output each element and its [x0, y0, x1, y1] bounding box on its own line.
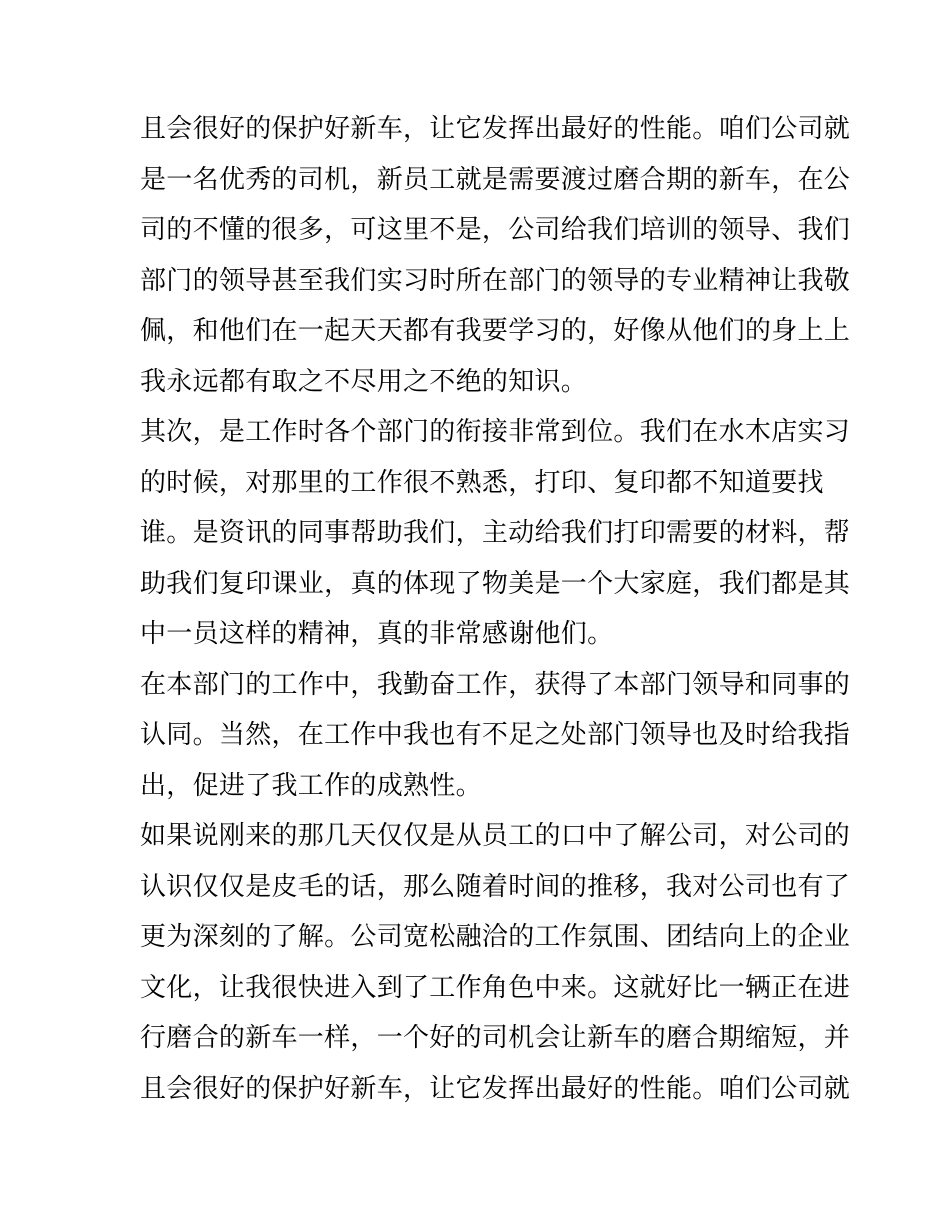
- text-line-16: 认识仅仅是皮毛的话，那么随着时间的推移，我对公司也有了: [140, 871, 851, 902]
- text-line-15: 如果说刚来的那几天仅仅是从员工的口中了解公司，对公司的: [140, 821, 851, 851]
- text-line-7: 其次，是工作时各个部门的衔接非常到位。我们在水木店实习: [140, 417, 851, 447]
- text-line-5: 佩，和他们在一起天天都有我要学习的，好像从他们的身上上: [140, 316, 851, 346]
- text-line-10: 助我们复印课业，真的体现了物美是一个大家庭，我们都是其: [140, 568, 851, 599]
- text-line-18: 文化，让我很快进入到了工作角色中来。这就好比一辆正在进: [140, 972, 851, 1003]
- text-line-20: 且会很好的保护好新车，让它发挥出最好的性能。咱们公司就: [140, 1073, 851, 1104]
- text-line-13: 认同。当然，在工作中我也有不足之处部门领导也及时给我指: [140, 720, 851, 750]
- text-line-3: 司的不懂的很多，可这里不是，公司给我们培训的领导、我们: [140, 215, 851, 245]
- text-line-8: 的时候，对那里的工作很不熟悉，打印、复印都不知道要找: [140, 467, 824, 498]
- document-body: [140, 104, 851, 1114]
- text-line-1: 且会很好的保护好新车，让它发挥出最好的性能。咱们公司就: [140, 114, 851, 144]
- text-line-19: 行磨合的新车一样，一个好的司机会让新车的磨合期缩短，并: [140, 1023, 851, 1053]
- text-line-6: 我永远都有取之不尽用之不绝的知识。: [140, 366, 588, 397]
- text-line-11: 中一员这样的精神，真的非常感谢他们。: [140, 619, 614, 649]
- text-line-14: 出，促进了我工作的成熟性。: [140, 770, 482, 801]
- text-line-4: 部门的领导甚至我们实习时所在部门的领导的专业精神让我敬: [140, 265, 851, 296]
- text-line-2: 是一名优秀的司机，新员工就是需要渡过磨合期的新车，在公: [140, 164, 851, 195]
- text-line-9: 谁。是资讯的同事帮助我们，主动给我们打印需要的材料，帮: [140, 518, 851, 548]
- text-line-17: 更为深刻的了解。公司宽松融洽的工作氛围、团结向上的企业: [140, 922, 851, 952]
- text-line-12: 在本部门的工作中，我勤奋工作，获得了本部门领导和同事的: [140, 669, 851, 700]
